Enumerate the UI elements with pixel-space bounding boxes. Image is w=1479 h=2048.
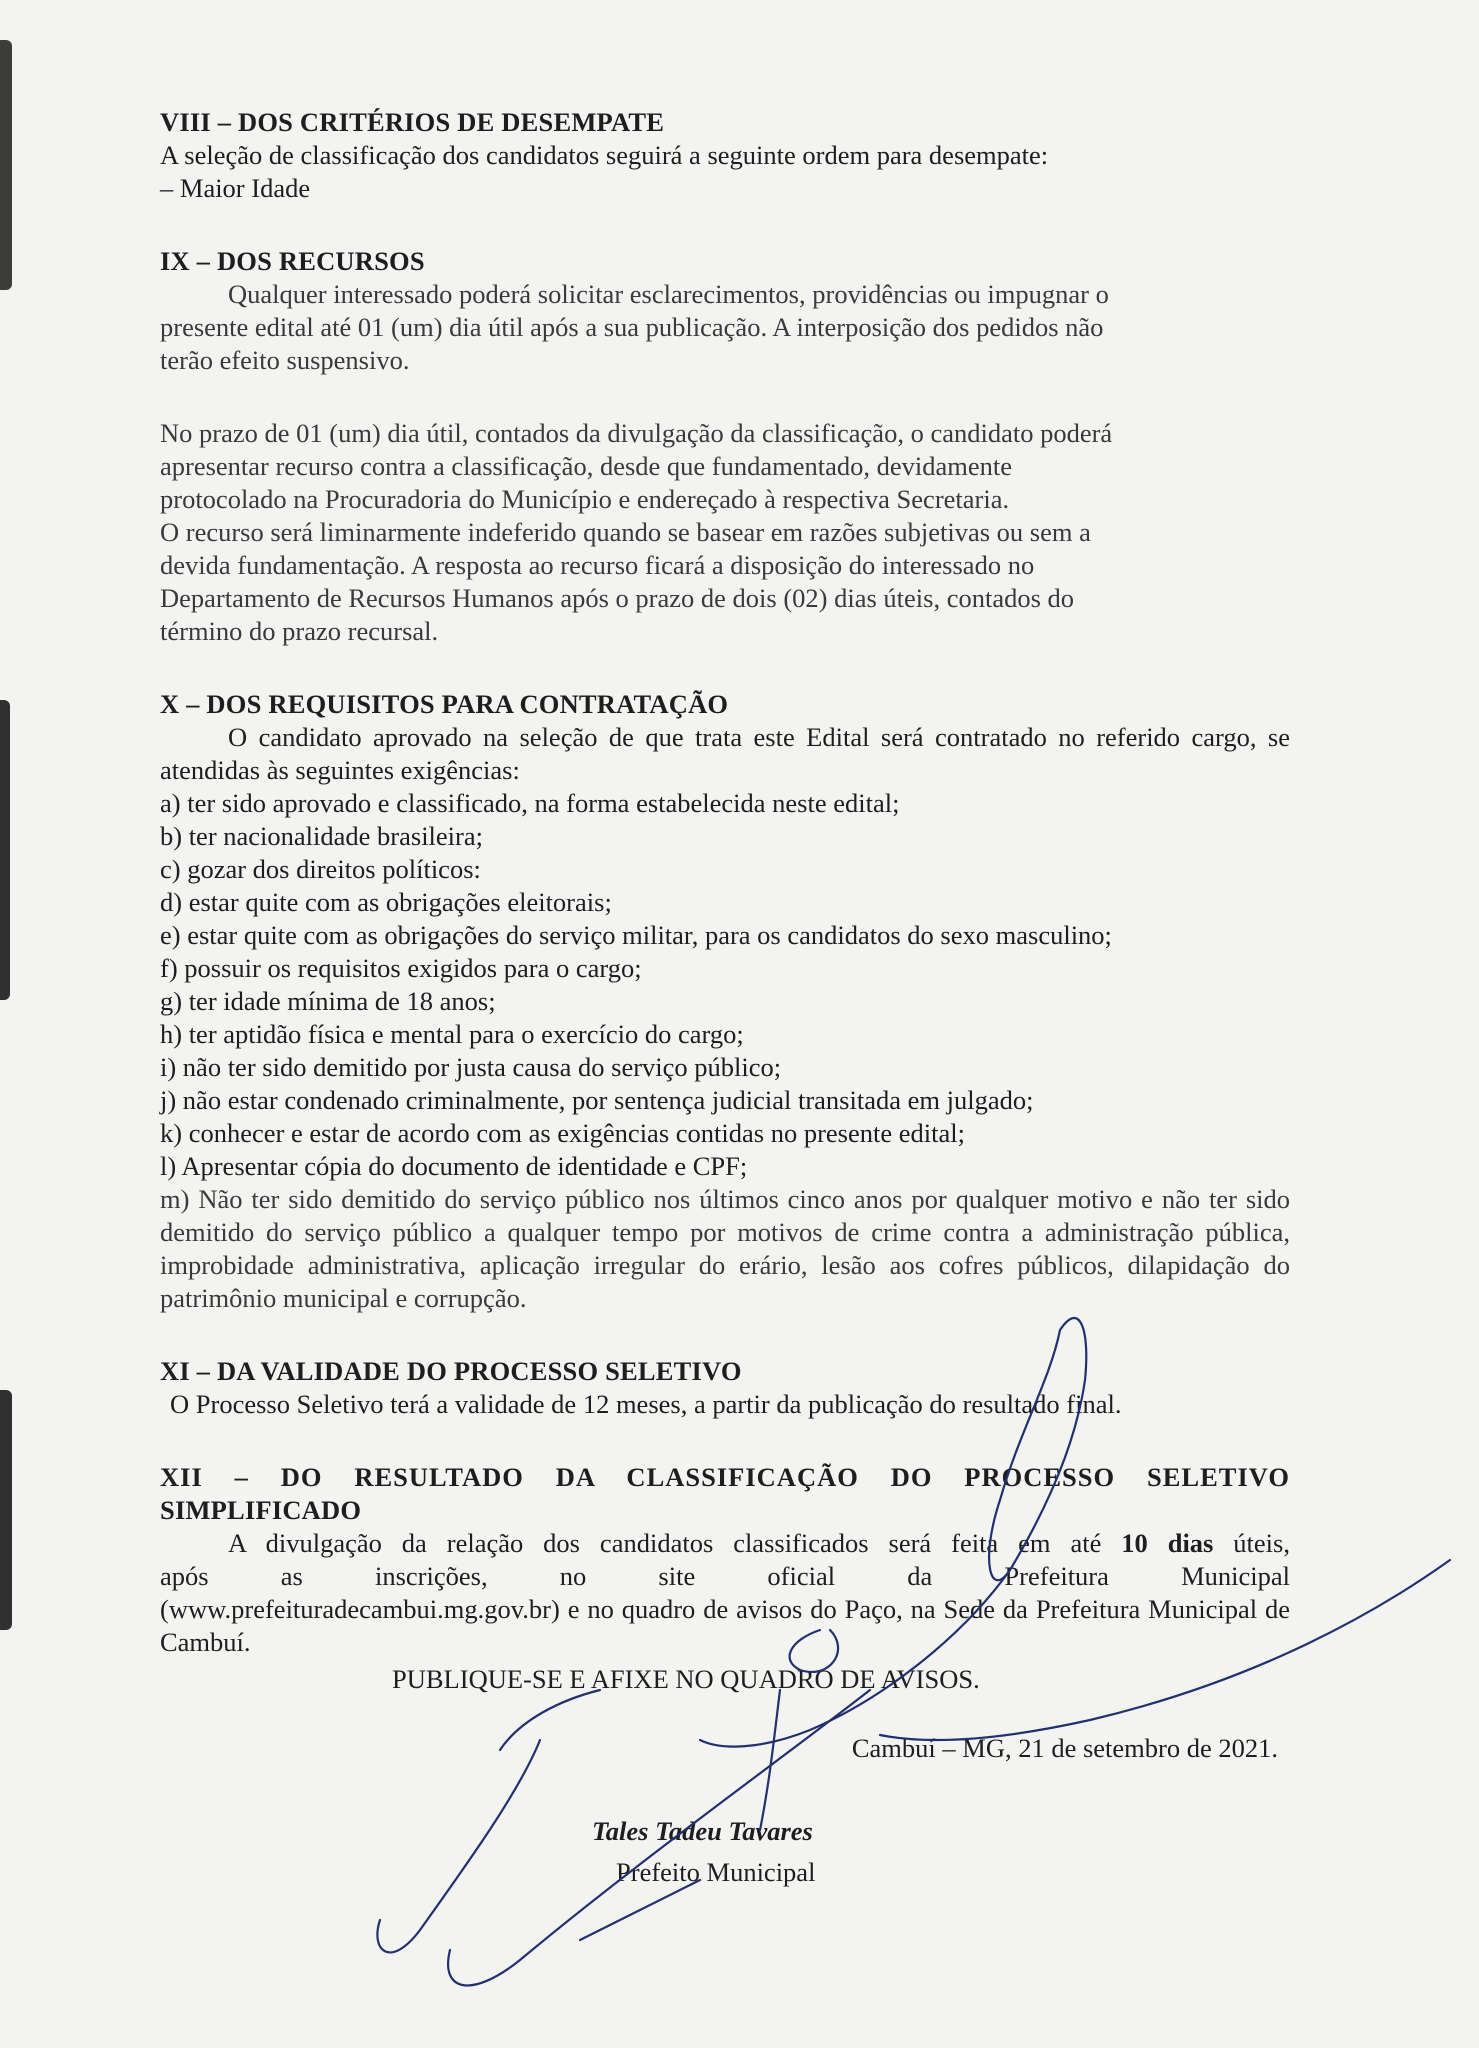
section-ix-para2: No prazo de 01 (um) dia útil, contados da divulgação da classificação, o candidato poderá apresentar recurso contra a classificação, desde que fundamentado, devidamente protocolado na Procuradoria do Município e endereçado à respectiva Secretaria. (160, 418, 1113, 514)
section-xi-heading: XI – DA VALIDADE DO PROCESSO SELETIVO (160, 1356, 742, 1386)
list-item: k) conhecer e estar de acordo com as exigências contidas no presente edital; (160, 1118, 965, 1148)
section-xii-text-start: A divulgação da relação dos candidatos classificados será feita em até (228, 1528, 1122, 1558)
section-xii-line2: após as inscrições, no site oficial da Prefeitura Municipal (160, 1561, 1290, 1591)
publique-line: PUBLIQUE-SE E AFIXE NO QUADRO DE AVISOS. (392, 1664, 980, 1694)
list-item: e) estar quite com as obrigações do serviço militar, para os candidatos do sexo masculino; (160, 920, 1112, 950)
section-xi-text: O Processo Seletivo terá a validade de 12 meses, a partir da publicação do resultado final. (170, 1389, 1122, 1419)
section-xii-text-end: úteis, (1213, 1528, 1290, 1558)
list-item: d) estar quite com as obrigações eleitorais; (160, 887, 612, 917)
list-item: a) ter sido aprovado e classificado, na forma estabelecida neste edital; (160, 788, 900, 818)
list-item: b) ter nacionalidade brasileira; (160, 821, 483, 851)
list-item: c) gozar dos direitos políticos: (160, 854, 481, 884)
section-ix-heading: IX – DOS RECURSOS (160, 246, 425, 276)
section-viii-heading: VIII – DOS CRITÉRIOS DE DESEMPATE (160, 107, 665, 137)
signer-name: Tales Tadeu Tavares (592, 1816, 813, 1846)
section-ix-para1: Qualquer interessado poderá solicitar esclarecimentos, providências ou impugnar o presente edital até 01 (um) dia útil após a sua publicação. A interposição dos pedidos não terão efeito suspensivo. (160, 279, 1109, 375)
list-item: j) não estar condenado criminalmente, por sentença judicial transitada em julgado; (160, 1085, 1034, 1115)
section-x-heading: X – DOS REQUISITOS PARA CONTRATAÇÃO (160, 689, 729, 719)
signer-role: Prefeito Municipal (616, 1857, 816, 1887)
section-viii-line1: A seleção de classificação dos candidatos seguirá a seguinte ordem para desempate: (160, 140, 1049, 170)
section-ix-para3: O recurso será liminarmente indeferido quando se basear em razões subjetivas ou sem a devida fundamentação. A resposta ao recurso ficará a disposição do interessado no Departamento de Recursos Humanos após o prazo de dois (02) dias úteis, contados do término do prazo recursal. (160, 517, 1091, 646)
list-item: h) ter aptidão física e mental para o exercício do cargo; (160, 1019, 744, 1049)
section-xii-heading: XII – DO RESULTADO DA CLASSIFICAÇÃO DO PROCESSO SELETIVO (160, 1462, 1290, 1492)
scan-edge-artifact (0, 40, 12, 290)
scan-edge-artifact (0, 700, 10, 1000)
section-xii-line1 (160, 1527, 1290, 1560)
scan-edge-artifact (0, 1390, 12, 1630)
section-x-intro: O candidato aprovado na seleção de que trata este Edital será contratado no referido cargo, se atendidas às seguintes exigências: (160, 722, 1290, 785)
requirements-list (160, 787, 1290, 1315)
document-body (160, 106, 1290, 1889)
section-xii-heading-cont: SIMPLIFICADO (160, 1495, 362, 1525)
list-item: f) possuir os requisitos exigidos para o cargo; (160, 953, 642, 983)
date-line: Cambuí – MG, 21 de setembro de 2021. (851, 1733, 1278, 1763)
list-item: l) Apresentar cópia do documento de identidade e CPF; (160, 1151, 748, 1181)
list-item: g) ter idade mínima de 18 anos; (160, 986, 496, 1016)
section-xii-days: 10 dias (1121, 1528, 1214, 1558)
list-item: i) não ter sido demitido por justa causa do serviço público; (160, 1052, 782, 1082)
list-item-m: m) Não ter sido demitido do serviço público nos últimos cinco anos por qualquer motivo e não ter sido demitido do serviço público a qualquer tempo por motivos de crime contra a administração pública, improbidade administrativa, aplicação irregular do erário, lesão aos cofres públicos, dilapidação do patrimônio municipal e corrupção. (160, 1184, 1290, 1313)
section-xii-line3: (www.prefeituradecambui.mg.gov.br) e no quadro de avisos do Paço, na Sede da Prefeitura Municipal de Cambuí. (160, 1594, 1290, 1657)
section-viii-line2: – Maior Idade (160, 173, 311, 203)
